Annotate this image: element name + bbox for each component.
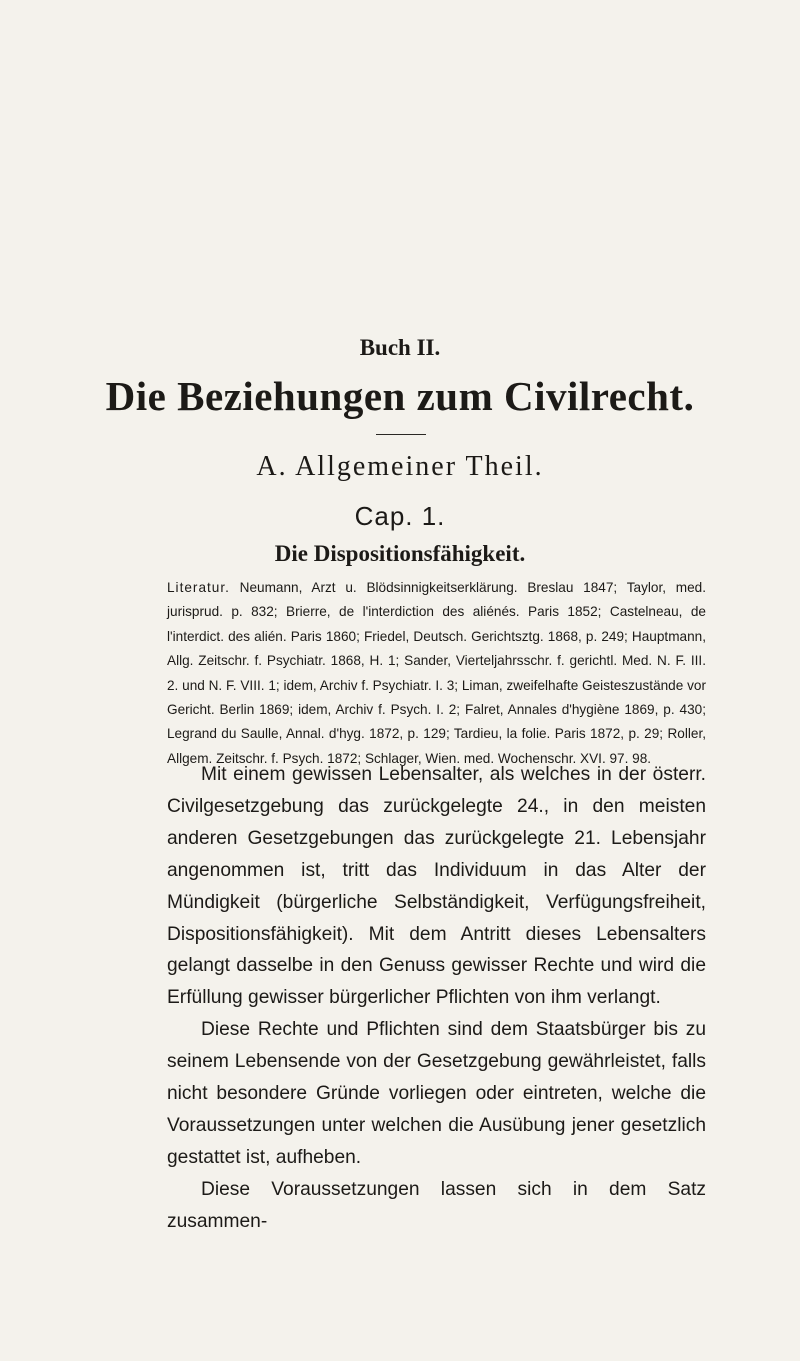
paragraph-2: Diese Rechte und Pflichten sind dem Staatsbürger bis zu seinem Lebensende von der Gesetzgebung gewährleistet, falls nicht besondere Gründe vorliegen oder eintreten, welche die Voraussetzungen unter welchen die Ausübung jener gesetzlich gestattet ist, aufheben. <box>167 1019 706 1168</box>
main-text <box>167 759 706 1238</box>
literature-text: Neumann, Arzt u. Blödsinnigkeitserklärung. Breslau 1847; Taylor, med. jurisprud. p. 832; Brierre, de l'interdiction des aliénés. Paris 1852; Castelneau, de l'interdict. des alién. Paris 1860; Friedel, Deutsch. Gerichtsztg. 1868, p. 249; Hauptmann, Allg. Zeitschr. f. Psychiatr. 1868, H. 1; Sander, Vierteljahrsschr. f. gerichtl. Med. N. F. III. 2. und N. F. VIII. 1; idem, Archiv f. Psychiatr. I. 3; Liman, zweifelhafte Geisteszustände vor Gericht. Berlin 1869; idem, Archiv f. Psych. I. 2; Falret, Annales d'hygiène 1869, p. 430; Legrand du Saulle, Annal. d'hyg. 1872, p. 129; Tardieu, la folie. Paris 1872, p. 29; Roller, Allgem. Zeitschr. f. Psych. 1872; Schlager, Wien. med. Wochenschr. XVI. 97. 98. <box>167 580 706 766</box>
literature-label: Literatur. <box>167 580 230 595</box>
paragraph-1: Mit einem gewissen Lebensalter, als welches in der österr. Civilgesetzgebung das zurückgelegte 24., in den meisten anderen Gesetzgebungen das zurückgelegte 21. Lebensjahr angenommen ist, tritt das Individuum in das Alter der Mündigkeit (bürgerliche Selbständigkeit, Verfügungsfreiheit, Dispositionsfähigkeit). Mit dem Antritt dieses Lebensalters gelangt dasselbe in den Genuss gewisser Rechte und wird die Erfüllung gewisser bürgerlicher Pflichten von ihm verlangt. <box>167 764 706 1009</box>
part-heading: A. Allgemeiner Theil. <box>256 451 544 482</box>
chapter-subtitle: Die Dispositionsfähigkeit. <box>274 541 526 566</box>
literature-references <box>167 576 706 771</box>
book-number: Buch II. <box>359 335 441 360</box>
section-title: Die Beziehungen zum Civilrecht. <box>105 373 695 419</box>
chapter-heading: Cap. 1. <box>354 501 446 531</box>
paragraph-3: Diese Voraussetzungen lassen sich in dem Satz zusammen- <box>167 1178 706 1232</box>
title-divider <box>376 434 426 435</box>
